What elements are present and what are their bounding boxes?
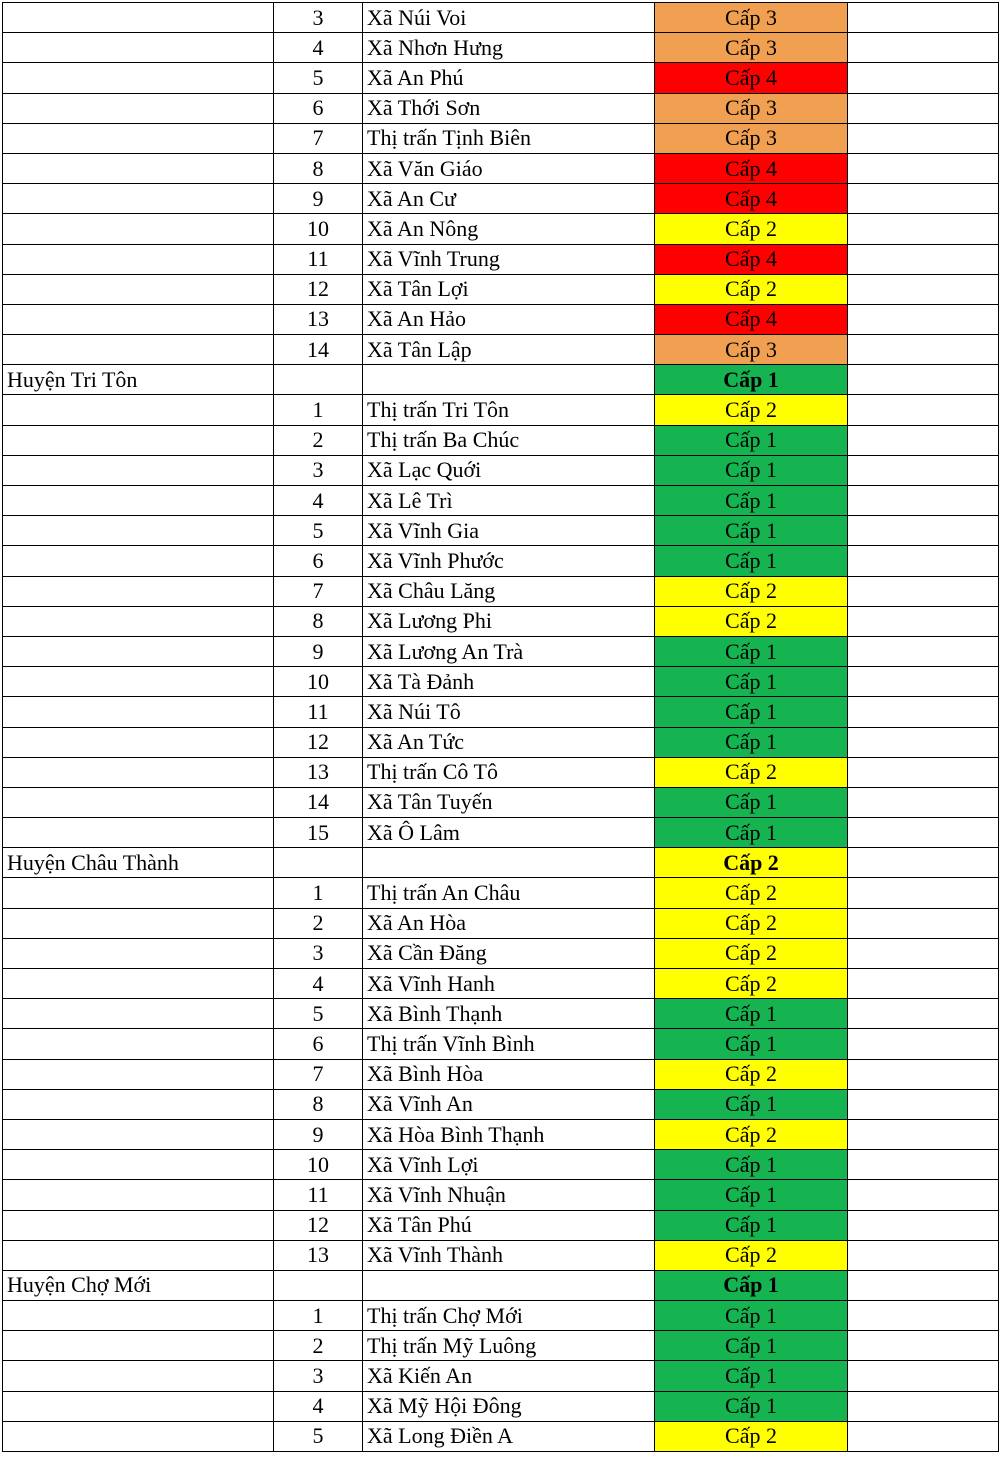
district-cell	[3, 757, 274, 787]
table-row	[3, 3, 999, 33]
empty-cell	[848, 1391, 999, 1421]
commune-name-cell: Xã Vĩnh Nhuận	[363, 1180, 655, 1210]
commune-name-cell: Xã Văn Giáo	[363, 153, 655, 183]
commune-name-cell: Xã Nhơn Hưng	[363, 33, 655, 63]
number-cell: 4	[274, 969, 363, 999]
district-cell	[3, 697, 274, 727]
table-row	[3, 1180, 999, 1210]
empty-cell	[848, 1029, 999, 1059]
empty-cell	[848, 214, 999, 244]
risk-level-cell: Cấp 2	[655, 395, 848, 425]
empty-cell	[848, 244, 999, 274]
number-cell: 3	[274, 1361, 363, 1391]
empty-cell	[848, 304, 999, 334]
district-cell	[3, 244, 274, 274]
table-row	[3, 455, 999, 485]
district-cell: Huyện Tri Tôn	[3, 365, 274, 395]
number-cell: 12	[274, 274, 363, 304]
district-cell	[3, 1240, 274, 1270]
district-cell	[3, 1361, 274, 1391]
risk-level-cell: Cấp 1	[655, 667, 848, 697]
table-row	[3, 1331, 999, 1361]
empty-cell	[848, 878, 999, 908]
district-cell	[3, 1089, 274, 1119]
commune-name-cell: Xã Tân Tuyến	[363, 787, 655, 817]
table-row	[3, 1240, 999, 1270]
commune-name-cell: Xã Lương An Trà	[363, 636, 655, 666]
table-row	[3, 214, 999, 244]
risk-level-cell: Cấp 3	[655, 33, 848, 63]
risk-level-cell: Cấp 4	[655, 153, 848, 183]
risk-level-cell: Cấp 2	[655, 1421, 848, 1451]
empty-cell	[848, 1421, 999, 1451]
number-cell	[274, 848, 363, 878]
district-cell	[3, 1301, 274, 1331]
table-row	[3, 938, 999, 968]
commune-name-cell: Thị trấn Tri Tôn	[363, 395, 655, 425]
number-cell: 6	[274, 546, 363, 576]
commune-name-cell: Xã Vĩnh Phước	[363, 546, 655, 576]
number-cell: 5	[274, 63, 363, 93]
table-row	[3, 908, 999, 938]
risk-level-cell: Cấp 2	[655, 908, 848, 938]
number-cell: 5	[274, 1421, 363, 1451]
commune-name-cell: Xã Vĩnh Lợi	[363, 1150, 655, 1180]
commune-name-cell: Xã Ô Lâm	[363, 818, 655, 848]
district-row	[3, 365, 999, 395]
number-cell: 3	[274, 455, 363, 485]
commune-name-cell: Thị trấn Cô Tô	[363, 757, 655, 787]
risk-level-cell: Cấp 1	[655, 1150, 848, 1180]
empty-cell	[848, 455, 999, 485]
empty-cell	[848, 576, 999, 606]
risk-level-cell: Cấp 2	[655, 757, 848, 787]
district-cell	[3, 1150, 274, 1180]
district-cell	[3, 1421, 274, 1451]
table-row	[3, 606, 999, 636]
table-row	[3, 999, 999, 1029]
empty-cell	[848, 365, 999, 395]
empty-cell	[848, 1150, 999, 1180]
empty-cell	[848, 818, 999, 848]
commune-name-cell: Xã Cần Đăng	[363, 938, 655, 968]
district-cell	[3, 1331, 274, 1361]
district-cell	[3, 999, 274, 1029]
number-cell: 10	[274, 667, 363, 697]
commune-name-cell: Xã Tân Phú	[363, 1210, 655, 1240]
empty-cell	[848, 335, 999, 365]
commune-name-cell: Xã Bình Hòa	[363, 1059, 655, 1089]
table-row	[3, 1421, 999, 1451]
empty-cell	[848, 274, 999, 304]
number-cell: 11	[274, 1180, 363, 1210]
empty-cell	[848, 697, 999, 727]
number-cell: 8	[274, 1089, 363, 1119]
number-cell: 5	[274, 999, 363, 1029]
number-cell: 4	[274, 33, 363, 63]
empty-cell	[848, 636, 999, 666]
commune-name-cell: Xã Vĩnh Hanh	[363, 969, 655, 999]
number-cell: 14	[274, 787, 363, 817]
commune-name-cell: Xã Lạc Quới	[363, 455, 655, 485]
number-cell: 10	[274, 214, 363, 244]
table-row	[3, 395, 999, 425]
number-cell: 9	[274, 636, 363, 666]
table-row	[3, 667, 999, 697]
commune-name-cell: Xã Tà Đảnh	[363, 667, 655, 697]
risk-level-cell: Cấp 4	[655, 184, 848, 214]
commune-name-cell: Xã Lương Phi	[363, 606, 655, 636]
empty-cell	[848, 153, 999, 183]
number-cell: 12	[274, 1210, 363, 1240]
district-cell	[3, 878, 274, 908]
empty-cell	[848, 969, 999, 999]
empty-cell	[848, 1361, 999, 1391]
table-row	[3, 787, 999, 817]
risk-level-cell: Cấp 2	[655, 214, 848, 244]
risk-level-table	[2, 2, 999, 1452]
risk-level-cell: Cấp 2	[655, 848, 848, 878]
table-row	[3, 576, 999, 606]
risk-level-cell: Cấp 1	[655, 787, 848, 817]
number-cell: 7	[274, 1059, 363, 1089]
table-row	[3, 93, 999, 123]
table-row	[3, 63, 999, 93]
table-row	[3, 244, 999, 274]
risk-level-cell: Cấp 2	[655, 274, 848, 304]
commune-name-cell: Xã Núi Tô	[363, 697, 655, 727]
risk-level-cell: Cấp 1	[655, 1210, 848, 1240]
commune-name-cell: Xã Vĩnh An	[363, 1089, 655, 1119]
table-row	[3, 425, 999, 455]
risk-level-cell: Cấp 2	[655, 606, 848, 636]
risk-level-cell: Cấp 1	[655, 486, 848, 516]
district-cell	[3, 1059, 274, 1089]
table-row	[3, 1210, 999, 1240]
district-cell: Huyện Châu Thành	[3, 848, 274, 878]
number-cell: 3	[274, 3, 363, 33]
risk-level-cell: Cấp 4	[655, 304, 848, 334]
empty-cell	[848, 938, 999, 968]
empty-cell	[848, 667, 999, 697]
risk-level-cell: Cấp 1	[655, 697, 848, 727]
risk-level-cell: Cấp 3	[655, 123, 848, 153]
district-cell	[3, 1180, 274, 1210]
commune-name-cell	[363, 848, 655, 878]
number-cell: 7	[274, 123, 363, 153]
commune-name-cell: Xã Tân Lập	[363, 335, 655, 365]
district-cell	[3, 214, 274, 244]
number-cell: 13	[274, 304, 363, 334]
number-cell: 4	[274, 1391, 363, 1421]
district-cell	[3, 938, 274, 968]
table-row	[3, 274, 999, 304]
table-row	[3, 123, 999, 153]
empty-cell	[848, 787, 999, 817]
number-cell: 8	[274, 606, 363, 636]
number-cell: 5	[274, 516, 363, 546]
risk-level-cell: Cấp 3	[655, 93, 848, 123]
number-cell: 13	[274, 757, 363, 787]
commune-name-cell: Xã Long Điền A	[363, 1421, 655, 1451]
district-cell	[3, 908, 274, 938]
table-row	[3, 304, 999, 334]
commune-name-cell: Xã Núi Voi	[363, 3, 655, 33]
commune-name-cell: Xã An Tức	[363, 727, 655, 757]
table-row	[3, 1301, 999, 1331]
number-cell: 2	[274, 425, 363, 455]
table-row	[3, 757, 999, 787]
empty-cell	[848, 123, 999, 153]
commune-name-cell: Xã An Hảo	[363, 304, 655, 334]
risk-level-cell: Cấp 1	[655, 546, 848, 576]
empty-cell	[848, 999, 999, 1029]
empty-cell	[848, 63, 999, 93]
district-cell	[3, 1029, 274, 1059]
number-cell: 8	[274, 153, 363, 183]
number-cell: 7	[274, 576, 363, 606]
number-cell: 6	[274, 1029, 363, 1059]
commune-name-cell: Thị trấn An Châu	[363, 878, 655, 908]
district-cell	[3, 33, 274, 63]
risk-level-cell: Cấp 1	[655, 1361, 848, 1391]
risk-level-cell: Cấp 1	[655, 818, 848, 848]
empty-cell	[848, 606, 999, 636]
commune-name-cell: Xã An Hòa	[363, 908, 655, 938]
table-row	[3, 1150, 999, 1180]
commune-name-cell: Xã Mỹ Hội Đông	[363, 1391, 655, 1421]
number-cell: 3	[274, 938, 363, 968]
district-cell	[3, 636, 274, 666]
district-cell	[3, 667, 274, 697]
district-row	[3, 1270, 999, 1300]
number-cell: 15	[274, 818, 363, 848]
risk-level-cell: Cấp 1	[655, 636, 848, 666]
commune-name-cell: Thị trấn Chợ Mới	[363, 1301, 655, 1331]
commune-name-cell: Thị trấn Tịnh Biên	[363, 123, 655, 153]
risk-level-cell: Cấp 2	[655, 576, 848, 606]
commune-name-cell: Xã Lê Trì	[363, 486, 655, 516]
empty-cell	[848, 1210, 999, 1240]
table-row	[3, 1089, 999, 1119]
table-row	[3, 153, 999, 183]
table-body	[3, 3, 999, 1452]
empty-cell	[848, 1331, 999, 1361]
risk-level-cell: Cấp 2	[655, 1119, 848, 1149]
empty-cell	[848, 727, 999, 757]
number-cell: 13	[274, 1240, 363, 1270]
commune-name-cell: Xã An Cư	[363, 184, 655, 214]
empty-cell	[848, 486, 999, 516]
district-cell: Huyện Chợ Mới	[3, 1270, 274, 1300]
table-row	[3, 636, 999, 666]
empty-cell	[848, 184, 999, 214]
risk-level-cell: Cấp 1	[655, 425, 848, 455]
number-cell: 1	[274, 395, 363, 425]
number-cell: 10	[274, 1150, 363, 1180]
empty-cell	[848, 1089, 999, 1119]
empty-cell	[848, 1240, 999, 1270]
number-cell: 6	[274, 93, 363, 123]
risk-level-cell: Cấp 2	[655, 1240, 848, 1270]
district-cell	[3, 1119, 274, 1149]
risk-level-cell: Cấp 3	[655, 3, 848, 33]
risk-level-cell: Cấp 1	[655, 1331, 848, 1361]
table-row	[3, 1391, 999, 1421]
district-cell	[3, 3, 274, 33]
empty-cell	[848, 425, 999, 455]
number-cell	[274, 1270, 363, 1300]
table-row	[3, 546, 999, 576]
table-row	[3, 878, 999, 908]
number-cell	[274, 365, 363, 395]
commune-name-cell	[363, 1270, 655, 1300]
risk-level-cell: Cấp 1	[655, 1391, 848, 1421]
risk-level-cell: Cấp 1	[655, 365, 848, 395]
district-cell	[3, 486, 274, 516]
risk-level-cell: Cấp 1	[655, 455, 848, 485]
commune-name-cell: Xã Vĩnh Trung	[363, 244, 655, 274]
district-row	[3, 848, 999, 878]
risk-level-cell: Cấp 2	[655, 969, 848, 999]
district-cell	[3, 818, 274, 848]
district-cell	[3, 93, 274, 123]
district-cell	[3, 335, 274, 365]
risk-level-cell: Cấp 1	[655, 1301, 848, 1331]
number-cell: 2	[274, 1331, 363, 1361]
commune-name-cell: Xã Vĩnh Gia	[363, 516, 655, 546]
risk-level-cell: Cấp 3	[655, 335, 848, 365]
empty-cell	[848, 908, 999, 938]
district-cell	[3, 576, 274, 606]
district-cell	[3, 455, 274, 485]
commune-name-cell: Xã Thới Sơn	[363, 93, 655, 123]
table-row	[3, 486, 999, 516]
table-row	[3, 335, 999, 365]
commune-name-cell: Thị trấn Vĩnh Bình	[363, 1029, 655, 1059]
empty-cell	[848, 33, 999, 63]
risk-level-cell: Cấp 4	[655, 244, 848, 274]
district-cell	[3, 787, 274, 817]
table-row	[3, 697, 999, 727]
empty-cell	[848, 1119, 999, 1149]
commune-name-cell: Xã An Nông	[363, 214, 655, 244]
empty-cell	[848, 3, 999, 33]
risk-level-cell: Cấp 2	[655, 1059, 848, 1089]
commune-name-cell: Xã Châu Lăng	[363, 576, 655, 606]
table-row	[3, 516, 999, 546]
risk-level-cell: Cấp 1	[655, 1029, 848, 1059]
table-row	[3, 969, 999, 999]
empty-cell	[848, 1059, 999, 1089]
number-cell: 12	[274, 727, 363, 757]
table-row	[3, 727, 999, 757]
risk-level-cell: Cấp 4	[655, 63, 848, 93]
district-cell	[3, 274, 274, 304]
table-row	[3, 1029, 999, 1059]
empty-cell	[848, 516, 999, 546]
district-cell	[3, 395, 274, 425]
number-cell: 4	[274, 486, 363, 516]
empty-cell	[848, 93, 999, 123]
number-cell: 1	[274, 878, 363, 908]
empty-cell	[848, 395, 999, 425]
risk-level-cell: Cấp 1	[655, 727, 848, 757]
district-cell	[3, 727, 274, 757]
risk-level-cell: Cấp 2	[655, 878, 848, 908]
commune-name-cell: Xã Hòa Bình Thạnh	[363, 1119, 655, 1149]
table-row	[3, 1119, 999, 1149]
district-cell	[3, 1391, 274, 1421]
empty-cell	[848, 1270, 999, 1300]
empty-cell	[848, 848, 999, 878]
district-cell	[3, 969, 274, 999]
risk-level-cell: Cấp 1	[655, 516, 848, 546]
district-cell	[3, 606, 274, 636]
commune-name-cell	[363, 365, 655, 395]
table-row	[3, 818, 999, 848]
table-row	[3, 1361, 999, 1391]
table-row	[3, 184, 999, 214]
district-cell	[3, 153, 274, 183]
empty-cell	[848, 546, 999, 576]
district-cell	[3, 304, 274, 334]
risk-level-cell: Cấp 1	[655, 999, 848, 1029]
risk-level-cell: Cấp 1	[655, 1270, 848, 1300]
district-cell	[3, 546, 274, 576]
risk-level-cell: Cấp 1	[655, 1180, 848, 1210]
table-row	[3, 33, 999, 63]
number-cell: 11	[274, 244, 363, 274]
empty-cell	[848, 757, 999, 787]
district-cell	[3, 123, 274, 153]
commune-name-cell: Xã An Phú	[363, 63, 655, 93]
commune-name-cell: Xã Tân Lợi	[363, 274, 655, 304]
risk-level-cell: Cấp 1	[655, 1089, 848, 1119]
district-cell	[3, 425, 274, 455]
number-cell: 9	[274, 1119, 363, 1149]
district-cell	[3, 63, 274, 93]
number-cell: 9	[274, 184, 363, 214]
table-row	[3, 1059, 999, 1089]
number-cell: 1	[274, 1301, 363, 1331]
district-cell	[3, 184, 274, 214]
number-cell: 2	[274, 908, 363, 938]
commune-name-cell: Thị trấn Mỹ Luông	[363, 1331, 655, 1361]
number-cell: 11	[274, 697, 363, 727]
number-cell: 14	[274, 335, 363, 365]
commune-name-cell: Xã Bình Thạnh	[363, 999, 655, 1029]
empty-cell	[848, 1180, 999, 1210]
commune-name-cell: Xã Vĩnh Thành	[363, 1240, 655, 1270]
risk-level-cell: Cấp 2	[655, 938, 848, 968]
empty-cell	[848, 1301, 999, 1331]
district-cell	[3, 516, 274, 546]
commune-name-cell: Xã Kiến An	[363, 1361, 655, 1391]
district-cell	[3, 1210, 274, 1240]
commune-name-cell: Thị trấn Ba Chúc	[363, 425, 655, 455]
